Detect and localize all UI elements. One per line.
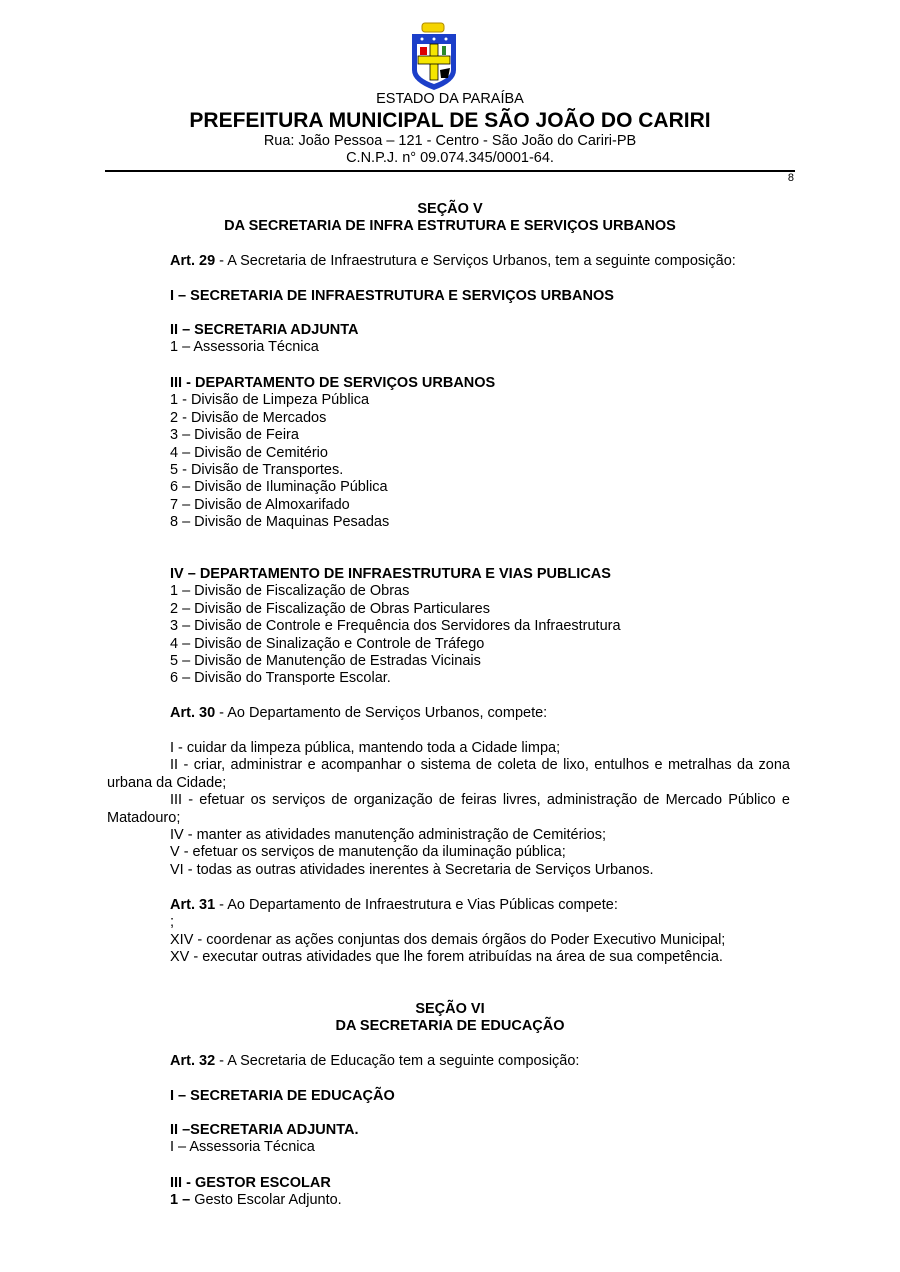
item-heading: III - GESTOR ESCOLAR bbox=[170, 1175, 331, 1191]
list-item: 4 – Divisão de Cemitério bbox=[170, 444, 328, 461]
list-item: 2 – Divisão de Fiscalização de Obras Particulares bbox=[170, 600, 490, 617]
article-label: Art. 30 bbox=[170, 705, 216, 721]
list-item: 8 – Divisão de Maquinas Pesadas bbox=[170, 514, 390, 531]
list-item: I – Assessoria Técnica bbox=[170, 1139, 315, 1156]
list-item: VI - todas as outras atividades inerentes à Secretaria de Serviços Urbanos. bbox=[170, 861, 654, 878]
section-vi-heading bbox=[0, 1001, 900, 1036]
list-item: 1 – Assessoria Técnica bbox=[170, 339, 319, 356]
art-32 bbox=[170, 1053, 790, 1070]
list-item: 6 – Divisão de Iluminação Pública bbox=[170, 479, 388, 496]
list-item: 2 - Divisão de Mercados bbox=[170, 409, 327, 426]
item-group-ii bbox=[170, 322, 790, 357]
item-group-iii bbox=[170, 1175, 790, 1210]
list-item: 1 – Divisão de Fiscalização de Obras bbox=[170, 583, 410, 600]
address: Rua: João Pessoa – 121 - Centro - São João do Cariri-PB bbox=[263, 133, 637, 149]
article-text: - A Secretaria de Infraestrutura e Serviços Urbanos, tem a seguinte composição: bbox=[215, 253, 736, 269]
list-item: 6 – Divisão do Transporte Escolar. bbox=[170, 670, 391, 687]
section-title: SEÇÃO V bbox=[417, 201, 483, 217]
list-item: ; bbox=[170, 914, 175, 931]
list-item: XV - executar outras atividades que lhe forem atribuídas na área de sua competência. bbox=[170, 949, 723, 966]
item-heading: IV – DEPARTAMENTO DE INFRAESTRUTURA E VIAS PUBLICAS bbox=[170, 566, 611, 582]
list-item: IV - manter as atividades manutenção administração de Cemitérios; bbox=[170, 827, 607, 844]
art-29 bbox=[170, 253, 790, 270]
article-text: - Ao Departamento de Infraestrutura e Vias Públicas compete: bbox=[215, 897, 618, 913]
page-number: 8 bbox=[787, 172, 794, 184]
item-heading: II – SECRETARIA ADJUNTA bbox=[170, 322, 359, 338]
cnpj: C.N.P.J. n° 09.074.345/0001-64. bbox=[346, 150, 554, 166]
list-item: II - criar, administrar e acompanhar o sistema de coleta de lixo, entulhos e metralhas da zona urbana da Cidade; bbox=[107, 757, 790, 791]
state-name: ESTADO DA PARAÍBA bbox=[376, 91, 524, 107]
list-item: I - cuidar da limpeza pública, mantendo toda a Cidade limpa; bbox=[170, 740, 561, 756]
article-label: Art. 29 bbox=[170, 253, 216, 269]
item-group-ii bbox=[170, 1122, 790, 1157]
item-heading: I – SECRETARIA DE EDUCAÇÃO bbox=[170, 1088, 395, 1104]
item-group-iv bbox=[170, 566, 790, 688]
header-divider bbox=[105, 170, 795, 172]
article-label: Art. 32 bbox=[170, 1053, 216, 1069]
item-heading: I – SECRETARIA DE INFRAESTRUTURA E SERVIÇOS URBANOS bbox=[170, 288, 614, 304]
section-subtitle: DA SECRETARIA DE INFRA ESTRUTURA E SERVIÇOS URBANOS bbox=[224, 218, 676, 235]
list-item: 5 - Divisão de Transportes. bbox=[170, 462, 344, 479]
article-label: Art. 31 bbox=[170, 897, 216, 913]
list-item: 3 – Divisão de Controle e Frequência dos Servidores da Infraestrutura bbox=[170, 618, 621, 635]
list-item: 5 – Divisão de Manutenção de Estradas Vicinais bbox=[170, 653, 481, 670]
item-heading: II –SECRETARIA ADJUNTA. bbox=[170, 1122, 359, 1138]
item-group-iii bbox=[170, 375, 790, 532]
list-item: 3 – Divisão de Feira bbox=[170, 427, 299, 444]
prefeitura-title: PREFEITURA MUNICIPAL DE SÃO JOÃO DO CARIRI bbox=[189, 109, 711, 132]
list-item: V - efetuar os serviços de manutenção da iluminação pública; bbox=[170, 844, 566, 861]
section-title: SEÇÃO VI bbox=[415, 1001, 485, 1017]
coat-of-arms-logo bbox=[408, 20, 460, 92]
list-item: 7 – Divisão de Almoxarifado bbox=[170, 496, 350, 513]
list-item: 1 - Divisão de Limpeza Pública bbox=[170, 392, 370, 409]
list-item: XIV - coordenar as ações conjuntas dos demais órgãos do Poder Executivo Municipal; bbox=[170, 931, 726, 948]
article-text: - A Secretaria de Educação tem a seguinte composição: bbox=[215, 1053, 580, 1069]
art-30 bbox=[170, 705, 790, 722]
art-31 bbox=[170, 897, 790, 967]
list-item: 4 – Divisão de Sinalização e Controle de Tráfego bbox=[170, 635, 485, 652]
item-heading: III - DEPARTAMENTO DE SERVIÇOS URBANOS bbox=[170, 375, 496, 391]
article-text: - Ao Departamento de Serviços Urbanos, compete: bbox=[215, 705, 548, 721]
section-v-heading bbox=[0, 201, 900, 236]
art-30-items bbox=[107, 740, 790, 879]
list-item: III - efetuar os serviços de organização de feiras livres, administração de Mercado Público e Matadouro; bbox=[107, 792, 790, 826]
section-subtitle: DA SECRETARIA DE EDUCAÇÃO bbox=[335, 1018, 565, 1035]
list-item: 1 – Gesto Escolar Adjunto. bbox=[170, 1192, 342, 1209]
